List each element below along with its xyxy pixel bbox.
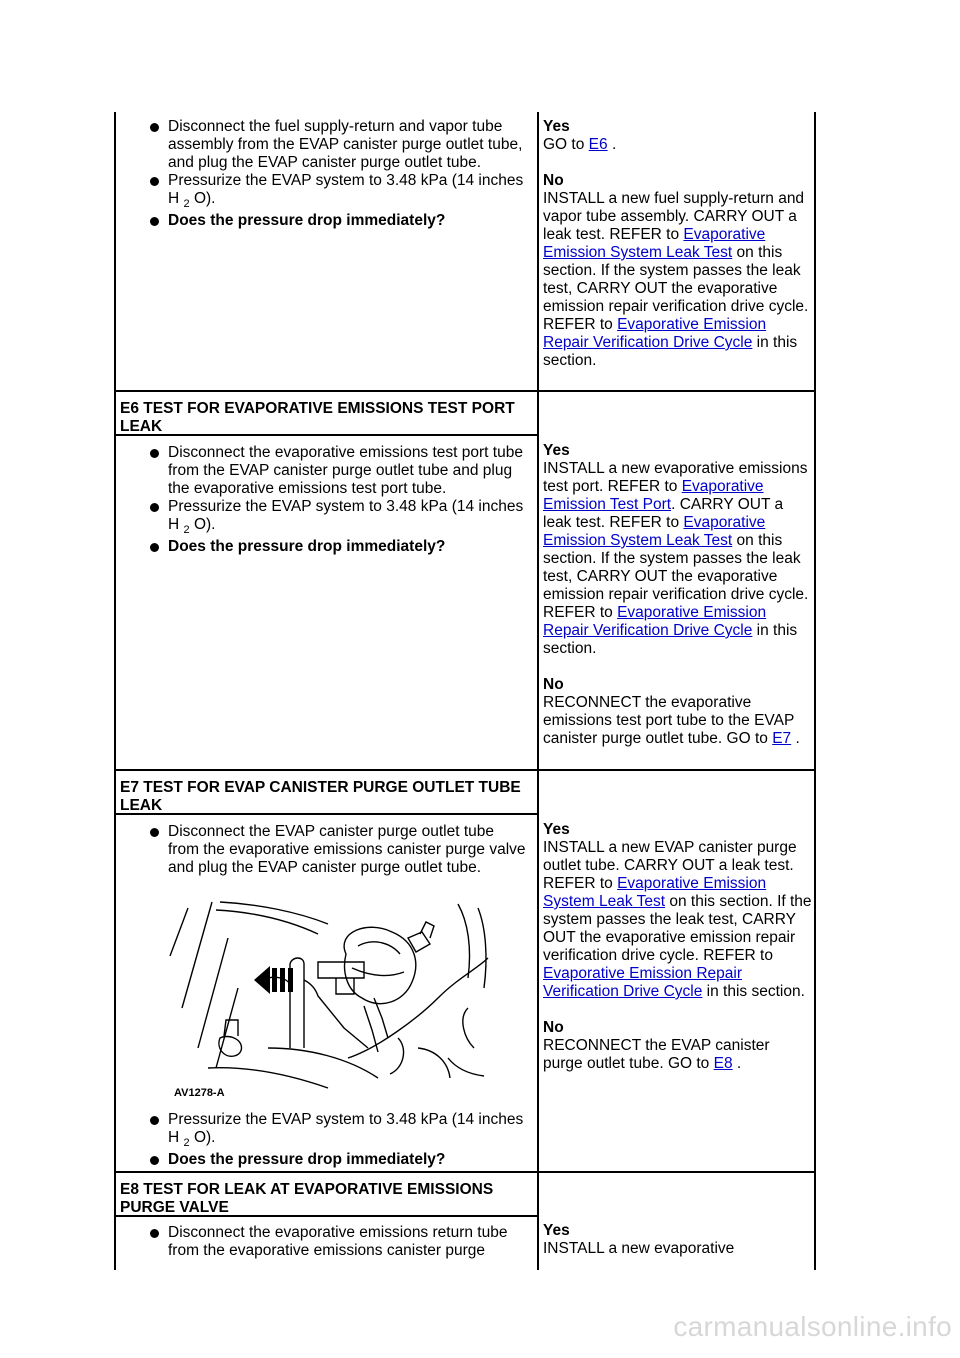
link-e8[interactable]: E8 bbox=[713, 1055, 733, 1072]
e6-steps-cell bbox=[116, 444, 537, 556]
e6-result-cell: Yes INSTALL a new evaporative emissions test port. REFER to Evaporative Emission Test Port. CARRY OUT a leak test. REFER to Evaporative Emission System Leak Test on this section. If the system passes the leak test, CARRY OUT the evaporative emission repair verification drive cycle. REFER to Evaporative Emission Repair Verification Drive Cycle in this section. No RECONNECT the evaporative emissions test port tube to the EVAP canister purge outlet tube. GO to E7 . bbox=[539, 442, 814, 748]
bullet-icon bbox=[150, 1156, 159, 1165]
e7-heading: E7 TEST FOR EVAP CANISTER PURGE OUTLET TUBE LEAK bbox=[120, 779, 521, 814]
link-evap-repair-drive-cycle[interactable]: Evaporative Emission Repair Verification Drive Cycle bbox=[543, 316, 767, 351]
bullet-icon bbox=[150, 543, 159, 552]
table-border-left bbox=[114, 112, 116, 1270]
link-evap-system-leak-test[interactable]: Evaporative Emission System Leak Test bbox=[543, 226, 766, 261]
e6-question: Does the pressure drop immediately? bbox=[116, 538, 537, 556]
e5-step-1: Disconnect the fuel supply-return and vapor tube assembly from the EVAP canister purge outlet tube, and plug the EVAP canister purge outlet tube. bbox=[116, 118, 537, 172]
e7-step-list-continued bbox=[116, 1111, 537, 1169]
no-label: No bbox=[543, 676, 564, 693]
watermark: carmanualsonline.info bbox=[673, 1311, 952, 1342]
e5-step-list bbox=[116, 118, 537, 230]
row-divider-e7 bbox=[114, 769, 816, 771]
e5-step-2: Pressurize the EVAP system to 3.48 kPa (14 inches H $_2$ O). bbox=[116, 172, 537, 208]
bullet-icon bbox=[150, 123, 159, 132]
figure-label: AV1278-A bbox=[174, 1087, 225, 1099]
link-evap-system-leak-test[interactable]: Evaporative Emission System Leak Test bbox=[543, 875, 767, 910]
bullet-icon bbox=[150, 217, 159, 226]
yes-label: Yes bbox=[543, 442, 570, 459]
bullet-icon bbox=[150, 177, 159, 186]
link-evap-repair-drive-cycle[interactable]: Evaporative Emission Repair Verification Drive Cycle bbox=[543, 604, 767, 639]
e7-steps-cell-bottom bbox=[116, 1111, 537, 1169]
bullet-icon bbox=[150, 1116, 159, 1125]
e7-step-2: Pressurize the EVAP system to 3.48 kPa (14 inches H $_2$ O). bbox=[116, 1111, 537, 1147]
e7-step-list bbox=[116, 823, 537, 877]
evap-canister-illustration bbox=[168, 898, 490, 1101]
no-label: No bbox=[543, 1019, 564, 1036]
bullet-icon bbox=[150, 828, 159, 837]
bullet-icon bbox=[150, 1229, 159, 1238]
yes-label: Yes bbox=[543, 821, 570, 838]
table-border-right bbox=[814, 112, 816, 1270]
row-divider-e6 bbox=[114, 390, 816, 392]
bullet-icon bbox=[150, 449, 159, 458]
link-evap-repair-drive-cycle[interactable]: Evaporative Emission Repair Verification Drive Cycle bbox=[543, 965, 743, 1000]
e6-step-list bbox=[116, 444, 537, 556]
e7-steps-cell-top bbox=[116, 823, 537, 877]
e8-steps-cell bbox=[116, 1224, 537, 1260]
link-evap-test-port[interactable]: Evaporative Emission Test Port bbox=[543, 478, 764, 513]
row-divider-e8 bbox=[114, 1171, 816, 1173]
link-e7[interactable]: E7 bbox=[772, 730, 792, 747]
bullet-icon bbox=[150, 503, 159, 512]
e5-steps-cell bbox=[116, 118, 537, 230]
link-e6[interactable]: E6 bbox=[588, 136, 608, 153]
e7-result-cell: Yes INSTALL a new EVAP canister purge outlet tube. CARRY OUT a leak test. REFER to Evaporative Emission System Leak Test on this section. If the system passes the leak test, CARRY OUT the evaporative emission repair verification drive cycle. REFER to Evaporative Emission Repair Verification Drive Cycle in this section. No RECONNECT the EVAP canister purge outlet tube. GO to E8 . bbox=[543, 821, 812, 1072]
e6-step-1: Disconnect the evaporative emissions test port tube from the EVAP canister purge outlet tube and plug the evaporative emissions test port tube. bbox=[116, 444, 537, 498]
yes-label: Yes bbox=[543, 118, 570, 135]
e8-result-cell: Yes INSTALL a new evaporative bbox=[539, 1222, 814, 1258]
e8-step-1: Disconnect the evaporative emissions return tube from the evaporative emissions canister purge bbox=[116, 1224, 537, 1260]
yes-label: Yes bbox=[543, 1222, 570, 1239]
link-evap-system-leak-test[interactable]: Evaporative Emission System Leak Test bbox=[543, 514, 766, 549]
e7-step-1: Disconnect the EVAP canister purge outlet tube from the evaporative emissions canister purge valve and plug the EVAP canister purge outlet tube. bbox=[116, 823, 537, 877]
e5-result-cell: Yes GO to E6 . No INSTALL a new fuel supply-return and vapor tube assembly. CARRY OUT a leak test. REFER to Evaporative Emission System Leak Test on this section. If the system passes the leak test, CARRY OUT the evaporative emission repair verification drive cycle. REFER to Evaporative Emission Repair Verification Drive Cycle in this section. bbox=[539, 118, 814, 370]
e6-step-2: Pressurize the EVAP system to 3.48 kPa (14 inches H $_2$ O). bbox=[116, 498, 537, 534]
no-label: No bbox=[543, 172, 564, 189]
direction-arrow-icon bbox=[254, 966, 293, 994]
e7-question: Does the pressure drop immediately? bbox=[116, 1151, 537, 1169]
e8-step-list bbox=[116, 1224, 537, 1260]
e5-question: Does the pressure drop immediately? bbox=[116, 212, 537, 230]
e8-heading: E8 TEST FOR LEAK AT EVAPORATIVE EMISSIONS PURGE VALVE bbox=[120, 1181, 494, 1216]
e6-heading: E6 TEST FOR EVAPORATIVE EMISSIONS TEST PORT LEAK bbox=[120, 400, 515, 435]
